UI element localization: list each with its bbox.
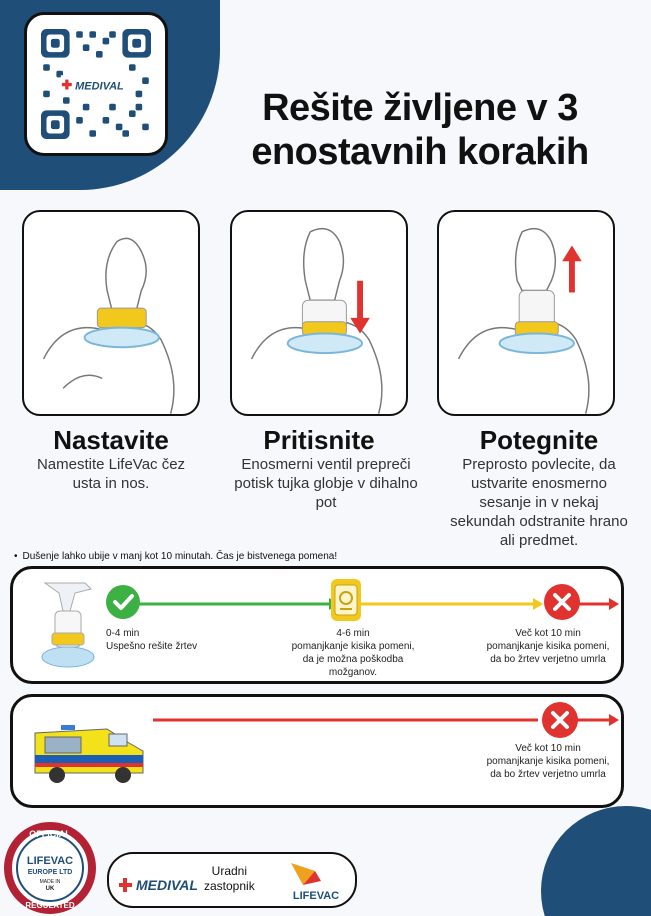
representative-line2: zastopnik [204, 879, 255, 893]
step-1-illustration [22, 210, 200, 416]
page-title [200, 86, 640, 174]
stage-2-text-a: pomanjkanje kisika pomeni, [291, 641, 415, 652]
warning-note: • Dušenje lahko ubije v manj kot 10 minutah. Čas je bistvenega pomena! [14, 551, 337, 562]
stage-3-text-a: pomanjkanje kisika pomeni, [486, 641, 610, 652]
brain-warning-icon [331, 579, 361, 621]
lifevac-logo [281, 859, 351, 903]
seal-bottom-text: REGULATED [25, 901, 75, 910]
stage-3-text-b: da bo žrtev verjetno umrla [490, 654, 606, 665]
check-icon [106, 585, 140, 619]
step-2-name: Pritisnite [263, 425, 375, 455]
medival-logo-text: MEDIVAL [136, 877, 198, 893]
cross-icon [542, 702, 578, 738]
page-title-line2: enostavnih korakih [251, 131, 589, 173]
bottom-right-decoration [541, 806, 651, 916]
ambulance-stage-text-a: pomanjkanje kisika pomeni, [486, 756, 610, 767]
seal-sub-text: EUROPE LTD [27, 869, 73, 876]
medival-logo [119, 864, 211, 900]
qr-code-graphic [41, 29, 151, 139]
stage-2-time: 4-6 min [336, 628, 370, 639]
page-title-line1: Rešite življene v 3 [262, 87, 578, 129]
ambulance-stage-text-b: da bo žrtev verjetno umrla [490, 769, 606, 780]
representative-line1: Uradni [211, 864, 248, 878]
qr-brand-text: MEDIVAL [75, 80, 124, 93]
step-2-description: Enosmerni ventil prepreči potisk tujka globje v dihalno pot [234, 456, 418, 511]
seal-brand-text: LIFEVAC [26, 855, 74, 867]
stage-1-text: Uspešno rešite žrtev [106, 641, 198, 652]
ambulance-stage-time: Več kot 10 min [515, 743, 581, 754]
seal-uk-text: UK [45, 886, 55, 892]
stage-3-time: Več kot 10 min [515, 628, 581, 639]
timeline-red-arrow [13, 697, 627, 747]
step-1-name: Nastavite [53, 425, 169, 455]
step-3-description: Preprosto povlecite, da ustvarite enosmerno sesanje in v nekaj sekundah odstranite hrano ali predmet. [450, 456, 628, 549]
step-2-illustration [230, 210, 408, 416]
stage-2-text-b: da je možna poškodba [302, 654, 404, 665]
lifevac-logo-text: LIFEVAC [292, 890, 340, 902]
representative-label [204, 864, 255, 894]
stage-2-text-c: možganov. [328, 667, 378, 678]
lifevac-timeline [10, 566, 624, 684]
seal-top-text: OFFICIAL [29, 829, 71, 839]
seal-made-text: MADE IN [39, 879, 61, 885]
step-3-name: Potegnite [479, 425, 599, 455]
official-representative-badge [107, 852, 357, 908]
cross-icon [544, 584, 580, 620]
step-1-description: Namestite LifeVac čez usta in nos. [36, 456, 186, 492]
stage-1-time: 0-4 min [106, 628, 140, 639]
qr-code[interactable] [24, 12, 168, 156]
ambulance-timeline [10, 694, 624, 808]
official-seal [4, 822, 96, 914]
step-3-illustration [437, 210, 615, 416]
